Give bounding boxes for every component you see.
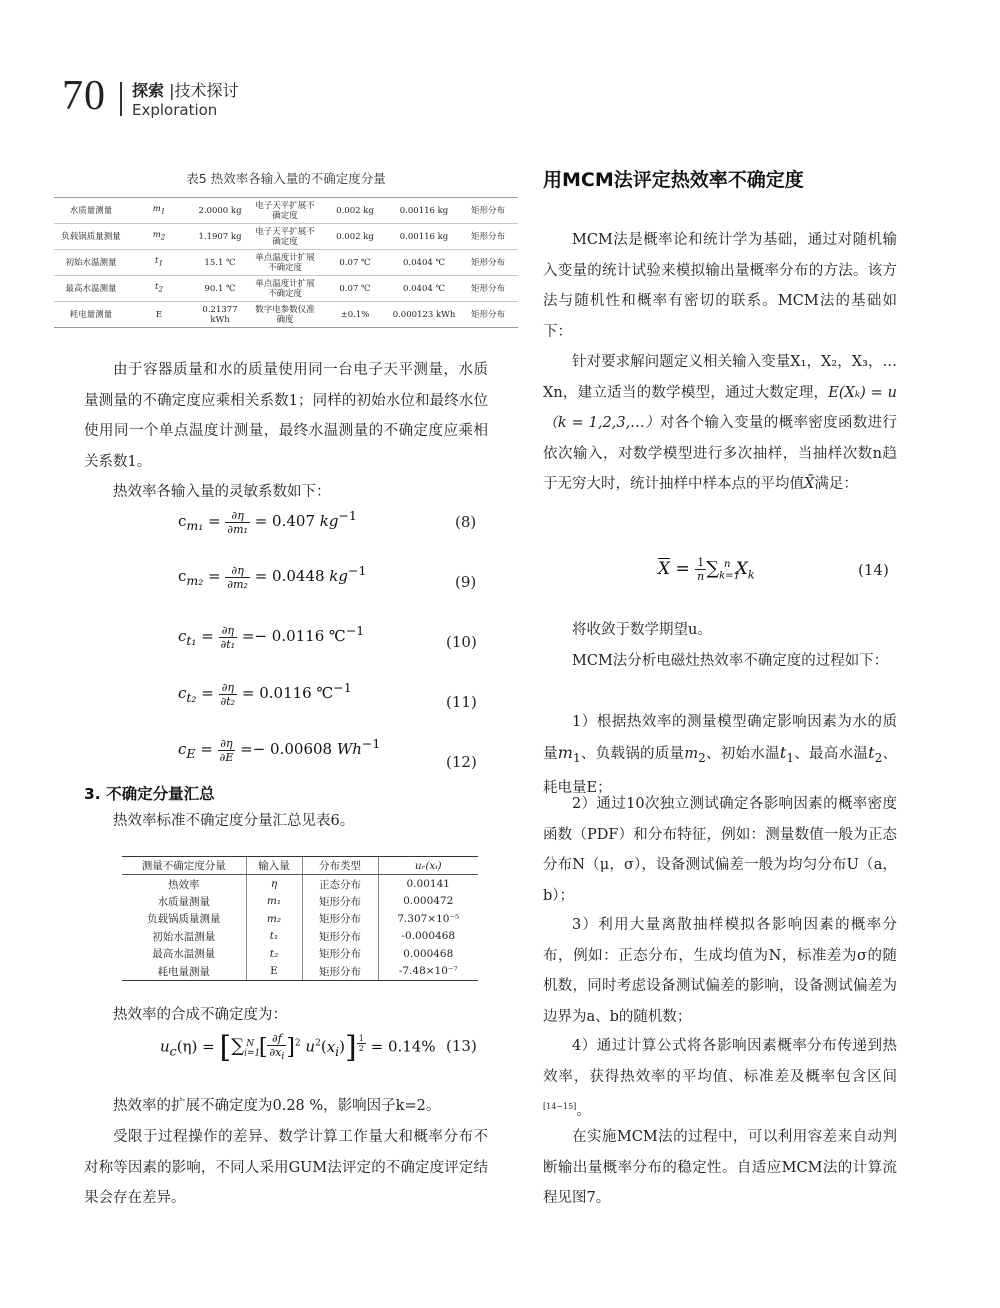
- equation-8-number: (8): [455, 513, 477, 531]
- right-paragraph-5: 在实施MCM法的过程中，可以利用容差来自动判断输出量概率分布的稳定性。自适应MCM法的计算流程见图7。: [543, 1129, 897, 1206]
- table-row: 水质量测量 $m_1$ 2.0000 kg 电子天平扩展不确定度 0.002 kg 0.00116 kg 矩形分布: [54, 198, 518, 224]
- page-number: 70: [62, 73, 106, 119]
- equation-13: $u_c(\eta) = [\sum_{i=1}^N$ [ $\frac{\partial f}{\partial x_i}$ ]$^2$ $u^2(x_i)$] $^{\frac{1}{2}}$ = 0.14%: [160, 1030, 436, 1065]
- header-section-en: Exploration: [132, 101, 218, 119]
- header-section-sub: |技术探讨: [169, 81, 239, 100]
- table5: [54, 197, 518, 328]
- equation-14: $\overline{X}$ = $\frac{1}{n}$ $\sum_{k=1}^n$ $X_k$: [658, 556, 755, 583]
- header-section: [132, 78, 239, 101]
- table-row: 负载锅质量测量 m₂ 矩形分布 7.307×10⁻⁵: [122, 910, 478, 927]
- table-row: 热效率 η 正态分布 0.00141: [122, 875, 478, 893]
- header-divider: [120, 82, 122, 116]
- right-step-4: 4）通过计算公式将各影响因素概率分布传递到热效率，获得热效率的平均值、标准差及概率包含区间[14~15]。: [543, 1038, 897, 1119]
- right-step-1: 1）根据热效率的测量模型确定影响因素为水的质量$m_1$、负载锅的质量$m_2$、初始水温$t_1$、最高水温$t_2$、耗电量E；: [543, 714, 898, 796]
- equation-9: $c_{m_2}$ = $\frac{\partial\eta}{\text{∂m₂}}$ = 0.0448 $kg^{-1}$: [178, 563, 367, 591]
- left-paragraph-5: 热效率的扩展不确定度为0.28 %，影响因子k=2。: [113, 1098, 441, 1114]
- table-row: 最高水温测量 $t_2$ 90.1 ℃ 单点温度计扩展不确定度 0.07 ℃ 0.0404 ℃ 矩形分布: [54, 276, 518, 302]
- equation-8: $c_{m_1}$ = $\frac{\partial\eta}{\text{∂m₁}}$ = 0.407 $kg^{-1}$: [178, 508, 357, 536]
- section-3-heading: 3. 不确定分量汇总: [84, 785, 215, 803]
- equation-10-number: (10): [446, 633, 477, 651]
- left-paragraph-6: 受限于过程操作的差异、数学计算工作量大和概率分布不对称等因素的影响，不同人采用GUM法评定的不确定度评定结果会存在差异。: [84, 1129, 488, 1206]
- equation-14-number: (14): [858, 561, 889, 579]
- table-row: 耗电量测量 E 矩形分布 -7.48×10⁻⁷: [122, 962, 478, 980]
- left-paragraph-3: 热效率标准不确定度分量汇总见表6。: [113, 813, 355, 829]
- header-section-main: 探索: [132, 81, 165, 100]
- left-paragraph-2: 热效率各输入量的灵敏系数如下：: [113, 484, 331, 500]
- right-paragraph-2: 针对要求解问题定义相关输入变量X₁，X₂，X₃，…Xn，建立适当的数学模型，通过大数定理，E(Xₖ) = u（k = 1,2,3,…）对各个输入变量的概率密度函数进行依次输入，对数学模型进行多次抽样，当抽样次数n趋于无穷大时，统计抽样中样本点的平均值X̄满足：: [543, 354, 898, 492]
- table-header-row: 测量不确定度分量 输入量 分布类型 uᵣ(xᵢ): [122, 857, 478, 875]
- equation-12-number: (12): [446, 753, 477, 771]
- equation-11-number: (11): [446, 693, 477, 711]
- right-paragraph-1: MCM法是概率论和统计学为基础，通过对随机输入变量的统计试验来模拟输出量概率分布的方法。该方法与随机性和概率有密切的联系。MCM法的基础如下：: [543, 232, 897, 340]
- right-step-2: 2）通过10次独立测试确定各影响因素的概率密度函数（PDF）和分布特征，例如：测量数值一般为正态分布N（μ，σ），设备测试偏差一般为均匀分布U（a，b）；: [543, 796, 897, 904]
- right-step-3: 3）利用大量离散抽样模拟各影响因素的概率分布，例如：正态分布，生成均值为N，标准差为σ的随机数，同时考虑设备测试偏差的影响，设备测试偏差为边界为a、b的随机数；: [543, 917, 897, 1025]
- table-row: 最高水温测量 t₂ 矩形分布 0.000468: [122, 945, 478, 962]
- equation-9-number: (9): [455, 573, 477, 591]
- right-paragraph-3: 将收敛于数学期望u。: [572, 622, 712, 638]
- table5-caption: 表5 热效率各输入量的不确定度分量: [186, 171, 386, 186]
- equation-12: $c_E$ = $\frac{\partial\eta}{\partial E}$ =− 0.00608 $Wh^{-1}$: [178, 736, 381, 764]
- table-row: 耗电量测量 E 0.21377 kWh 数字电参数仪准确度 ±0.1% 0.000123 kWh 矩形分布: [54, 302, 518, 328]
- table-row: 水质量测量 m₁ 矩形分布 0.000472: [122, 893, 478, 910]
- left-paragraph-1: 由于容器质量和水的质量使用同一台电子天平测量，水质量测量的不确定度应乘相关系数1；同样的初始水位和最终水位使用同一个单点温度计测量，最终水温测量的不确定度应乘相关系数1。: [84, 362, 488, 470]
- equation-11: $c_{t_2}$ = $\frac{\partial\eta}{\text{∂t₂}}$ = 0.0116 ℃$^{-1}$: [178, 680, 352, 708]
- left-paragraph-4: 热效率的合成不确定度为：: [113, 1007, 287, 1023]
- section-title-mcm: 用MCM法评定热效率不确定度: [543, 169, 804, 191]
- table-row: 负载锅质量测量 $m_2$ 1.1907 kg 电子天平扩展不确定度 0.002 kg 0.00116 kg 矩形分布: [54, 224, 518, 250]
- table6: [122, 856, 478, 981]
- equation-10: $c_{t_1}$ = $\frac{\partial\eta}{\text{∂t₁}}$ =− 0.0116 ℃$^{-1}$: [178, 623, 365, 651]
- right-paragraph-4: MCM法分析电磁灶热效率不确定度的过程如下：: [572, 653, 889, 669]
- table-row: 初始水温测量 $t_1$ 15.1 ℃ 单点温度计扩展不确定度 0.07 ℃ 0.0404 ℃ 矩形分布: [54, 250, 518, 276]
- equation-13-number: (13): [446, 1037, 477, 1055]
- table-row: 初始水温测量 t₁ 矩形分布 -0.000468: [122, 928, 478, 945]
